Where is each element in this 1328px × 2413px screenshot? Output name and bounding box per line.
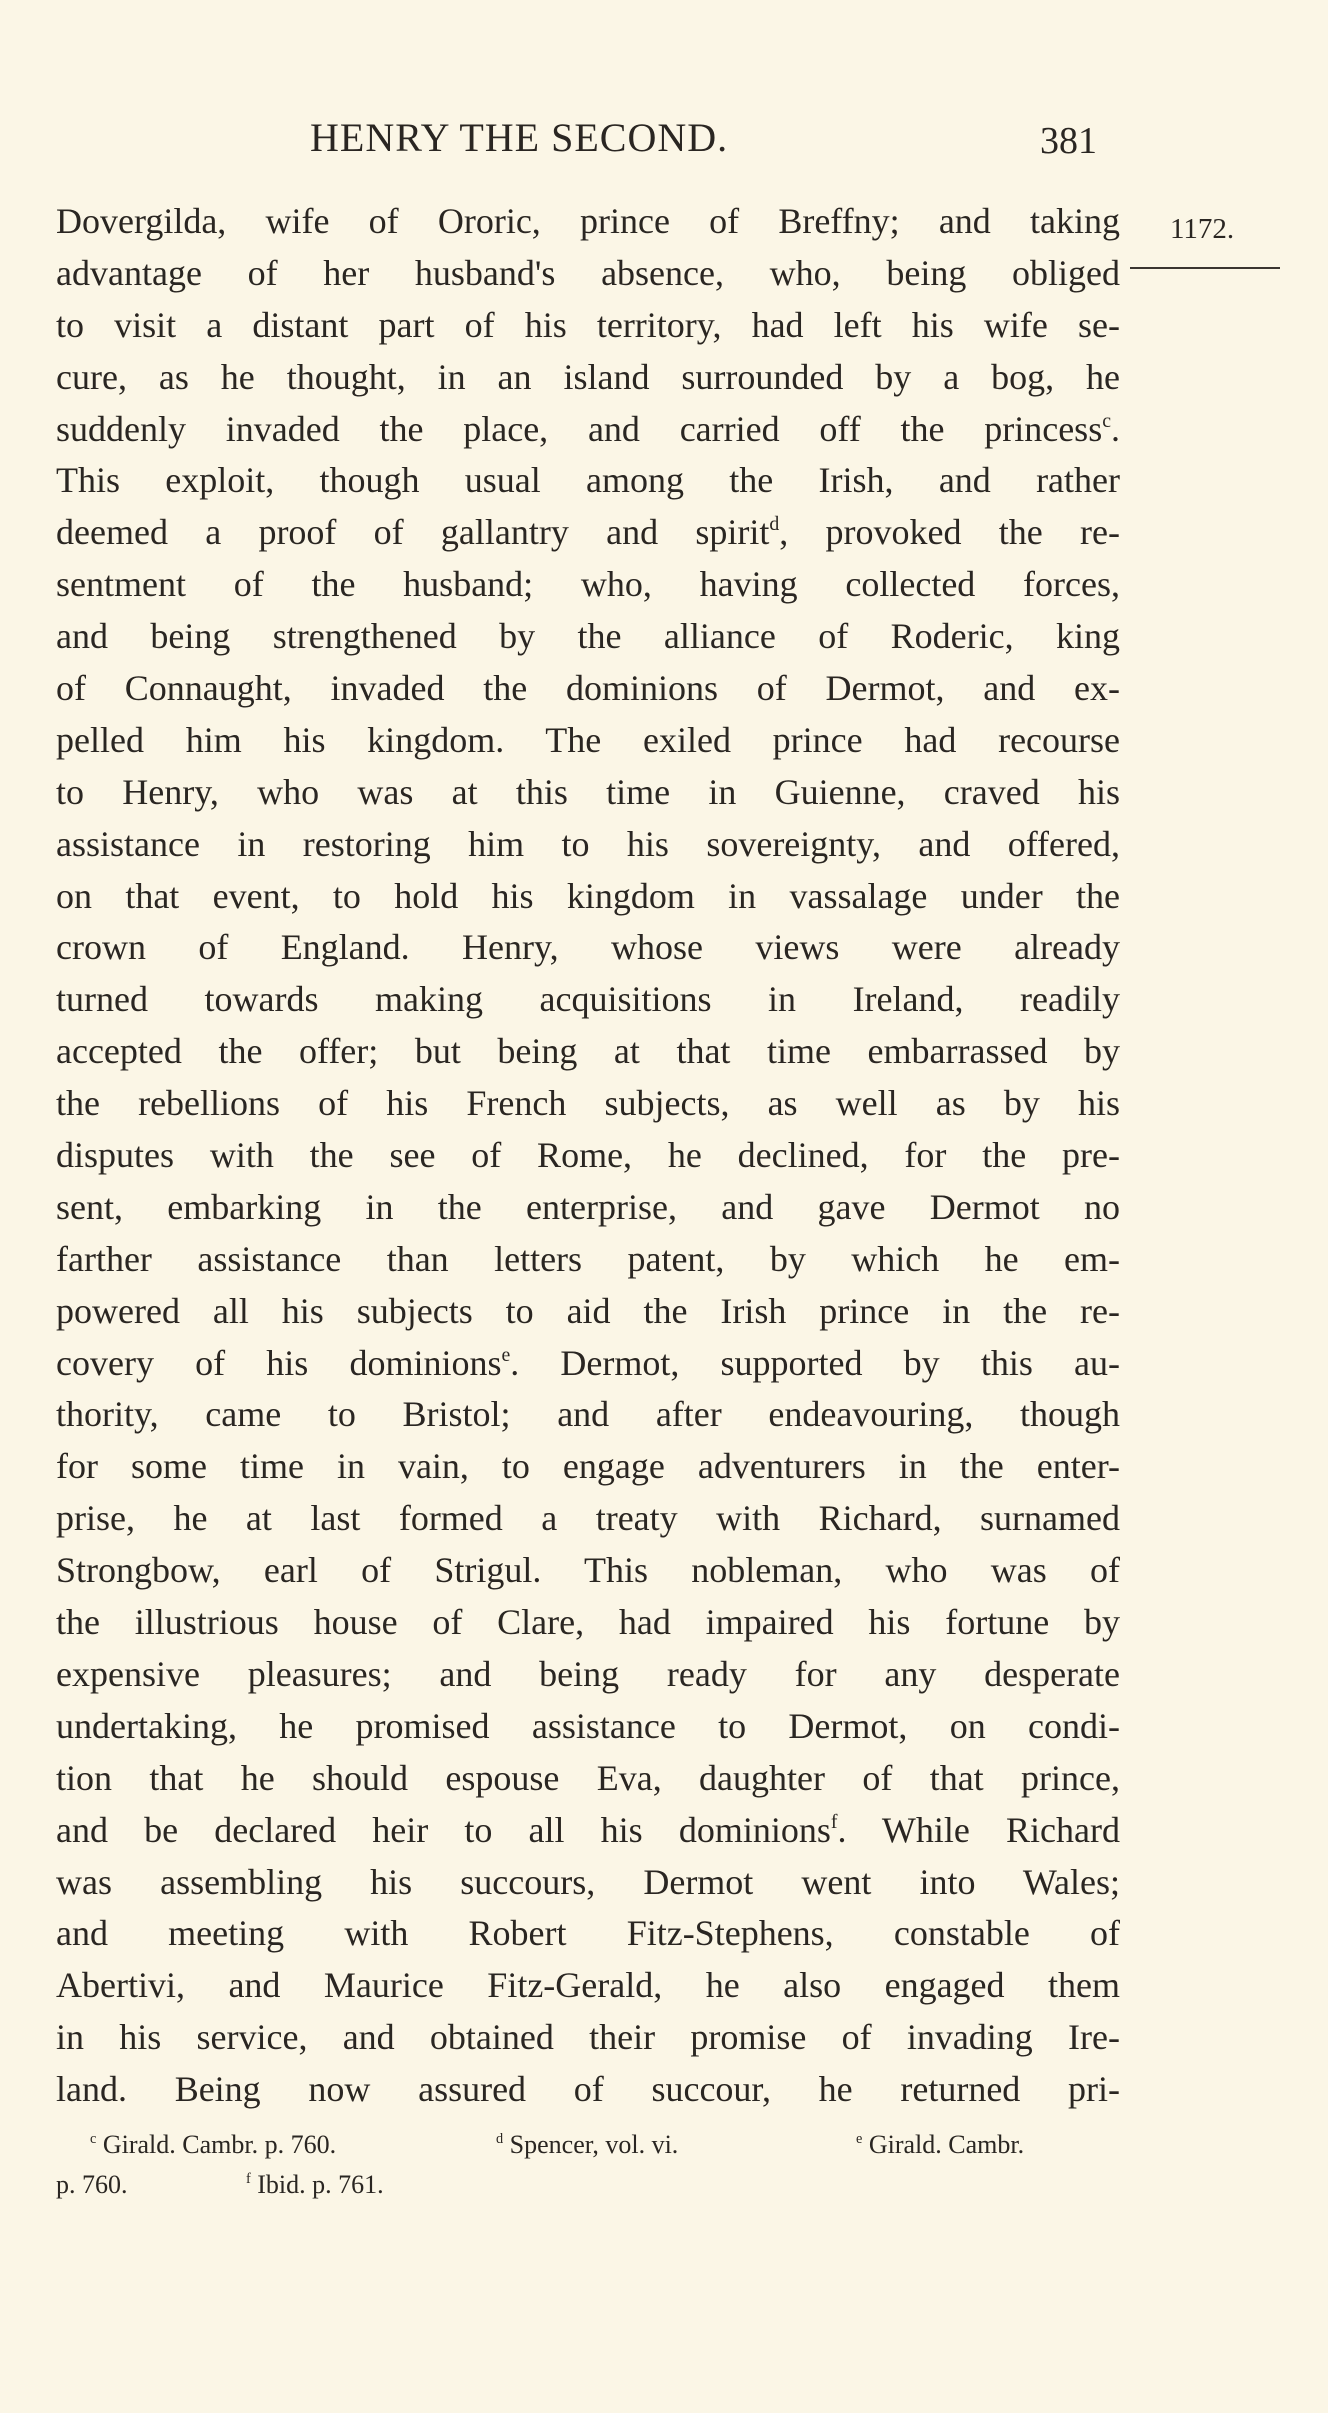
- margin-rule: [1130, 267, 1280, 269]
- text-line: [56, 1805, 1120, 1857]
- text-line: land. Being now assured of succour, he returned pri-: [56, 2069, 1120, 2110]
- footnote-mark: f: [246, 2171, 251, 2187]
- text-line: [56, 1338, 1120, 1390]
- footnote-e: [856, 2125, 1024, 2165]
- text-line: prise, he at last formed a treaty with Richard, surnamed: [56, 1498, 1120, 1539]
- footnote-mark: e: [856, 2131, 863, 2147]
- text-line: and being strengthened by the alliance of Roderic, king: [56, 616, 1120, 657]
- text-line: [56, 404, 1120, 456]
- footnote-line: [56, 2165, 1120, 2205]
- text-line: expensive pleasures; and being ready for any desperate: [56, 1653, 1120, 1694]
- text-line: [56, 507, 1120, 559]
- footnote-text: Spencer, vol. vi.: [509, 2130, 679, 2159]
- footnote-e-continued: p. 760.: [56, 2170, 128, 2199]
- footnote-f: [246, 2165, 384, 2205]
- text-line: assistance in restoring him to his sovereignty, and offered,: [56, 823, 1120, 864]
- page-number: 381: [1040, 120, 1097, 162]
- text-line: tion that he should espouse Eva, daughter of that prince,: [56, 1757, 1120, 1798]
- footnote-d: [496, 2125, 856, 2165]
- text-line-part: covery of his dominions: [56, 1342, 502, 1383]
- footnote-mark: d: [496, 2131, 504, 2147]
- text-line: the illustrious house of Clare, had impaired his fortune by: [56, 1602, 1120, 1643]
- footnote-ref-f: f: [830, 1810, 838, 1833]
- running-head-title: HENRY THE SECOND.: [310, 115, 729, 160]
- text-line: farther assistance than letters patent, by which he em-: [56, 1238, 1120, 1279]
- text-line: to visit a distant part of his territory, had left his wife se-: [56, 304, 1120, 345]
- margin-year-note: 1172.: [1170, 213, 1235, 245]
- text-line: of Connaught, invaded the dominions of Dermot, and ex-: [56, 668, 1120, 709]
- text-line: This exploit, though usual among the Irish, and rather: [56, 460, 1120, 501]
- footnote-ref-c: c: [1102, 409, 1111, 432]
- text-line: advantage of her husband's absence, who, being obliged: [56, 252, 1120, 293]
- footnote-mark: c: [90, 2131, 97, 2147]
- text-line: cure, as he thought, in an island surrounded by a bog, he: [56, 356, 1120, 397]
- text-line: Strongbow, earl of Strigul. This nobleman, who was of: [56, 1550, 1120, 1591]
- footnote-ref-d: d: [769, 513, 780, 536]
- text-line: disputes with the see of Rome, he declined, for the pre-: [56, 1135, 1120, 1176]
- text-line-part: and be declared heir to all his dominions: [56, 1809, 831, 1850]
- footnote-text: Girald. Cambr. p. 760.: [102, 2130, 337, 2159]
- footnotes: [56, 2125, 1120, 2205]
- text-line-part: suddenly invaded the place, and carried off the princess: [56, 408, 1103, 449]
- text-line-part: deemed a proof of gallantry and spirit: [56, 512, 770, 553]
- text-line: in his service, and obtained their promise of invading Ire-: [56, 2017, 1120, 2058]
- text-line: on that event, to hold his kingdom in vassalage under the: [56, 875, 1120, 916]
- text-line: thority, came to Bristol; and after endeavouring, though: [56, 1394, 1120, 1435]
- text-line: sentment of the husband; who, having collected forces,: [56, 564, 1120, 605]
- text-line-part: . While Richard: [837, 1809, 1120, 1850]
- text-line: crown of England. Henry, whose views were already: [56, 927, 1120, 968]
- text-line: to Henry, who was at this time in Guienne, craved his: [56, 771, 1120, 812]
- text-line-part: , provoked the re-: [779, 512, 1120, 553]
- footnote-text: Ibid. p. 761.: [257, 2170, 384, 2199]
- text-line: accepted the offer; but being at that time embarrassed by: [56, 1031, 1120, 1072]
- text-line: Abertivi, and Maurice Fitz-Gerald, he also engaged them: [56, 1965, 1120, 2006]
- footnote-c: [56, 2125, 496, 2165]
- text-line: powered all his subjects to aid the Irish prince in the re-: [56, 1290, 1120, 1331]
- footnote-line: [56, 2125, 1120, 2165]
- footnote-text: Girald. Cambr.: [868, 2130, 1025, 2159]
- text-line: pelled him his kingdom. The exiled prince had recourse: [56, 719, 1120, 760]
- text-line: Dovergilda, wife of Ororic, prince of Breffny; and taking: [56, 201, 1120, 241]
- text-line: the rebellions of his French subjects, as well as by his: [56, 1083, 1120, 1124]
- footnote-ref-e: e: [501, 1343, 511, 1366]
- text-line: and meeting with Robert Fitz-Stephens, constable of: [56, 1913, 1120, 1954]
- text-line: sent, embarking in the enterprise, and gave Dermot no: [56, 1186, 1120, 1227]
- text-line: undertaking, he promised assistance to Dermot, on condi-: [56, 1705, 1120, 1746]
- text-line-part: .: [1111, 408, 1120, 449]
- text-line: for some time in vain, to engage adventurers in the enter-: [56, 1446, 1120, 1487]
- text-line: was assembling his succours, Dermot went into Wales;: [56, 1861, 1120, 1902]
- body-text: [56, 196, 1120, 2116]
- text-line-part: . Dermot, supported by this au-: [510, 1342, 1120, 1383]
- text-line: turned towards making acquisitions in Ireland, readily: [56, 979, 1120, 1020]
